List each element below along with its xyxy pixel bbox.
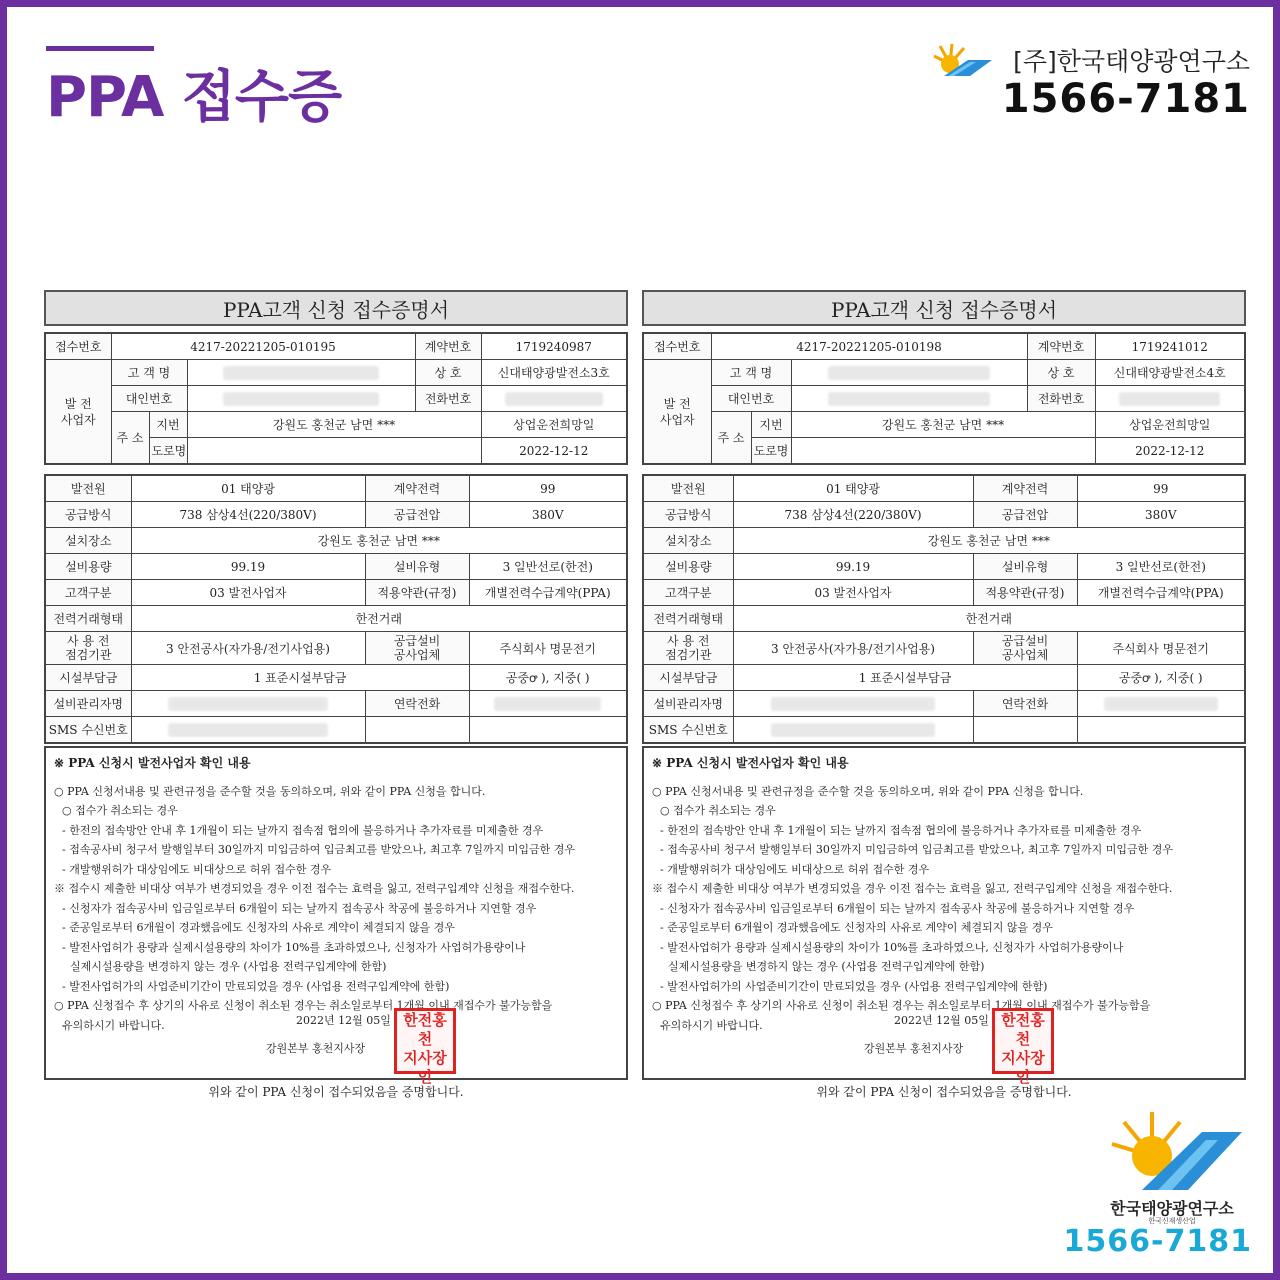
lot-label: 지번: [149, 412, 187, 438]
notice-line: ○ PPA 신청접수 후 상기의 사유로 신청이 취소된 경우는 취소일로부터 1개월 이내 재접수가 불가능함을: [54, 999, 553, 1012]
hope-date: 2022-12-12: [481, 438, 627, 465]
notice-line: - 개발행위허가 대상임에도 비대상으로 허위 접수한 경우: [62, 862, 332, 876]
trade-label: 전력거래형태: [45, 606, 131, 632]
fee: 1 표준시설부담금: [733, 665, 1077, 691]
phone-redacted: [1095, 386, 1245, 412]
supply-label: 공급방식: [643, 502, 733, 528]
notice-line: ※ 접수시 제출한 비대상 여부가 변경되었을 경우 이전 접수는 효력을 잃고, 전력구입계약 신청을 재접수한다.: [652, 882, 1173, 895]
empty-cell: [469, 717, 627, 744]
type-label: 설비유형: [973, 554, 1077, 580]
hope-date-label: 상업운전희망일: [481, 412, 627, 438]
company-name: 신대태양광발전소3호: [481, 360, 627, 386]
notice-line: 실제시설용량을 변경하지 않는 경우 (사업용 전력구입계약에 한함): [70, 960, 387, 973]
notice-line: - 한전의 접속방안 안내 후 1개월이 되는 날까지 접속점 협의에 불응하거나 추가자료를 미제출한 경우: [62, 823, 544, 837]
terms-label: 적용약관(규정): [973, 580, 1077, 606]
type: 3 일반선로(한전): [469, 554, 627, 580]
notice-line: - 발전사업허가 용량과 실제시설용량의 차이가 10%를 초과하였으나, 신청자가 사업허가용량이나: [660, 940, 1124, 954]
footer-brand-name: 한국태양광연구소: [1110, 1199, 1234, 1218]
source-label: 발전원: [45, 475, 131, 502]
customer-name-label: 고 객 명: [711, 360, 791, 386]
equip: 99.19: [131, 554, 365, 580]
notice-line: ○ 접수가 취소되는 경우: [660, 804, 776, 817]
notice-line: - 신청자가 접속공사비 입금일로부터 6개월이 되는 날까지 접속공사 착공에 불응하거나 지연할 경우: [660, 901, 1135, 915]
signer: 강원본부 홍천지사장: [266, 1041, 366, 1055]
voltage: 380V: [1077, 502, 1245, 528]
rep-no-label: 대인번호: [111, 386, 187, 412]
rep-no-label: 대인번호: [711, 386, 791, 412]
capacity-label: 계약전력: [973, 475, 1077, 502]
customer-name-redacted: [187, 360, 415, 386]
capacity: 99: [1077, 475, 1245, 502]
capacity-label: 계약전력: [365, 475, 469, 502]
phone-label: 전화번호: [1027, 386, 1095, 412]
notice-heading: ※ PPA 신청시 발전사업자 확인 내용: [652, 756, 849, 770]
rep-no-redacted: [187, 386, 415, 412]
notice-line: ○ PPA 신청서내용 및 관련규정을 준수할 것을 동의하오며, 위와 같이 PPA 신청을 합니다.: [54, 784, 486, 798]
generator-label: 발 전 사업자: [643, 360, 711, 465]
site: 강원도 홍천군 남면 ***: [131, 528, 627, 554]
receipt-document-1: [44, 290, 628, 1099]
lot-label: 지번: [751, 412, 791, 438]
company-name: 신대태양광발전소4호: [1095, 360, 1245, 386]
notice-line: - 접속공사비 청구서 발행일부터 30일까지 미입금하여 입금최고를 받았으나, 최고후 7일까지 미입금한 경우: [660, 843, 1173, 856]
type-label: 설비유형: [365, 554, 469, 580]
trade-label: 전력거래형태: [643, 606, 733, 632]
inspect: 3 안전공사(자가용/전기사업용): [131, 632, 365, 665]
site: 강원도 홍천군 남면 ***: [733, 528, 1245, 554]
address-value: 강원도 홍천군 남면 ***: [187, 412, 481, 438]
terms-label: 적용약관(규정): [365, 580, 469, 606]
empty-cell: [365, 717, 469, 744]
type: 3 일반선로(한전): [1077, 554, 1245, 580]
notice-line: ○ PPA 신청서내용 및 관련규정을 준수할 것을 동의하오며, 위와 같이 PPA 신청을 합니다.: [652, 784, 1084, 798]
contact-redacted: [469, 691, 627, 717]
fee-label: 시설부담금: [643, 665, 733, 691]
notice-line: - 신청자가 접속공사비 입금일로부터 6개월이 되는 날까지 접속공사 착공에 불응하거나 지연할 경우: [62, 901, 537, 915]
equip-label: 설비용량: [45, 554, 131, 580]
brand-phone: 1566-7181: [1001, 76, 1250, 122]
applicant-table: [44, 332, 628, 465]
builder: 주식회사 명문전기: [1077, 632, 1245, 665]
notice-line: - 개발행위허가 대상임에도 비대상으로 허위 접수한 경우: [660, 862, 930, 876]
receipt-no: 4217-20221205-010198: [711, 333, 1027, 360]
notice-box: [642, 746, 1246, 1086]
notice-line: 유의하시기 바랍니다.: [62, 1018, 165, 1032]
notice-line: - 접속공사비 청구서 발행일부터 30일까지 미입금하여 입금최고를 받았으나, 최고후 7일까지 미입금한 경우: [62, 843, 575, 856]
receipt-no-label: 접수번호: [45, 333, 111, 360]
company-label: 상 호: [1027, 360, 1095, 386]
fee: 1 표준시설부담금: [131, 665, 469, 691]
address-label: 주 소: [111, 412, 149, 465]
issue-date: 2022년 12월 05일: [894, 1013, 989, 1027]
phone-label: 전화번호: [415, 386, 481, 412]
builder-label: 공급설비 공사업체: [973, 632, 1077, 665]
notice-line: - 발전사업허가의 사업준비기간이 만료되었을 경우 (사업용 전력구입계약에 한함): [62, 979, 450, 993]
terms: 개별전력수급계약(PPA): [469, 580, 627, 606]
terms: 개별전력수급계약(PPA): [1077, 580, 1245, 606]
equip-label: 설비용량: [643, 554, 733, 580]
hope-date: 2022-12-12: [1095, 438, 1245, 465]
sms-label: SMS 수신번호: [643, 717, 733, 744]
customer-name-redacted: [791, 360, 1027, 386]
cust: 03 발전사업자: [733, 580, 973, 606]
notice-line: ○ PPA 신청접수 후 상기의 사유로 신청이 취소된 경우는 취소일로부터 1개월 이내 재접수가 불가능함을: [652, 999, 1151, 1012]
voltage-label: 공급전압: [365, 502, 469, 528]
cust: 03 발전사업자: [131, 580, 365, 606]
empty-cell: [1077, 717, 1245, 744]
voltage: 380V: [469, 502, 627, 528]
road-label: 도로명: [751, 438, 791, 465]
contract-no: 1719241012: [1095, 333, 1245, 360]
contract-no: 1719240987: [481, 333, 627, 360]
fee-label: 시설부담금: [45, 665, 131, 691]
notice-line: - 발전사업허가의 사업준비기간이 만료되었을 경우 (사업용 전력구입계약에 한함): [660, 979, 1048, 993]
sun-panel-logo-icon: [1102, 1110, 1242, 1194]
generator-label: 발 전 사업자: [45, 360, 111, 465]
equip: 99.19: [733, 554, 973, 580]
inspect: 3 안전공사(자가용/전기사업용): [733, 632, 973, 665]
fee-extra: 공중ꝍ ), 지중( ): [1077, 665, 1245, 691]
address-label: 주 소: [711, 412, 751, 465]
sun-panel-logo-icon: [930, 42, 992, 82]
contact-label: 연락전화: [365, 691, 469, 717]
notice-line: ○ 접수가 취소되는 경우: [62, 804, 178, 817]
supply-label: 공급방식: [45, 502, 131, 528]
facility-table: [642, 474, 1246, 744]
trade: 한전거래: [131, 606, 627, 632]
document-title: PPA고객 신청 접수증명서: [44, 290, 628, 326]
hope-date-label: 상업운전희망일: [1095, 412, 1245, 438]
phone-redacted: [481, 386, 627, 412]
sms-redacted: [733, 717, 973, 744]
source-label: 발전원: [643, 475, 733, 502]
empty-cell: [973, 717, 1077, 744]
notice-line: 실제시설용량을 변경하지 않는 경우 (사업용 전력구입계약에 한함): [668, 960, 985, 973]
contact-redacted: [1077, 691, 1245, 717]
receipt-no-label: 접수번호: [643, 333, 711, 360]
supply: 738 삼상4선(220/380V): [131, 502, 365, 528]
manager-redacted: [131, 691, 365, 717]
inspect-label: 사 용 전 점검기관: [45, 632, 131, 665]
voltage-label: 공급전압: [973, 502, 1077, 528]
official-seal-stamp: 한전홍천 지사장인: [394, 1008, 456, 1074]
certification-footnote: 위와 같이 PPA 신청이 접수되었음을 증명합니다.: [816, 1085, 1072, 1099]
footer-brand-sub: 한국신재생산업: [1148, 1217, 1196, 1225]
issue-date: 2022년 12월 05일: [296, 1013, 391, 1027]
site-label: 설치장소: [45, 528, 131, 554]
rep-no-redacted: [791, 386, 1027, 412]
notice-line: 유의하시기 바랍니다.: [660, 1018, 763, 1032]
source: 01 태양광: [733, 475, 973, 502]
cust-label: 고객구분: [45, 580, 131, 606]
address-value: 강원도 홍천군 남면 ***: [791, 412, 1095, 438]
inspect-label: 사 용 전 점검기관: [643, 632, 733, 665]
fee-extra: 공중ꝍ ), 지중( ): [469, 665, 627, 691]
page-title: PPA 접수증: [46, 65, 342, 130]
cust-label: 고객구분: [643, 580, 733, 606]
footer-phone: 1566-7181: [1063, 1224, 1252, 1259]
capacity: 99: [469, 475, 627, 502]
customer-name-label: 고 객 명: [111, 360, 187, 386]
manager-label: 설비관리자명: [45, 691, 131, 717]
notice-line: - 발전사업허가 용량과 실제시설용량의 차이가 10%를 초과하였으나, 신청자가 사업허가용량이나: [62, 940, 526, 954]
trade: 한전거래: [733, 606, 1245, 632]
builder-label: 공급설비 공사업체: [365, 632, 469, 665]
notice-box: [44, 746, 628, 1086]
receipt-document-2: [642, 290, 1246, 1099]
document-title: PPA고객 신청 접수증명서: [642, 290, 1246, 326]
facility-table: [44, 474, 628, 744]
company-label: 상 호: [415, 360, 481, 386]
contract-no-label: 계약번호: [1027, 333, 1095, 360]
notice-line: - 한전의 접속방안 안내 후 1개월이 되는 날까지 접속점 협의에 불응하거나 추가자료를 미제출한 경우: [660, 823, 1142, 837]
sms-label: SMS 수신번호: [45, 717, 131, 744]
notice-line: - 준공일로부터 6개월이 경과했음에도 신청자의 사유로 계약이 체결되지 않을 경우: [660, 921, 1053, 934]
road-address: [791, 438, 1095, 465]
sms-redacted: [131, 717, 365, 744]
signer: 강원본부 홍천지사장: [864, 1041, 964, 1055]
road-address: [187, 438, 481, 465]
site-label: 설치장소: [643, 528, 733, 554]
receipt-no: 4217-20221205-010195: [111, 333, 415, 360]
manager-label: 설비관리자명: [643, 691, 733, 717]
manager-redacted: [733, 691, 973, 717]
header-brand: [930, 40, 1250, 130]
notice-line: ※ 접수시 제출한 비대상 여부가 변경되었을 경우 이전 접수는 효력을 잃고, 전력구입계약 신청을 재접수한다.: [54, 882, 575, 895]
title-accent-bar: [46, 46, 154, 51]
supply: 738 삼상4선(220/380V): [733, 502, 973, 528]
certification-footnote: 위와 같이 PPA 신청이 접수되었음을 증명합니다.: [208, 1085, 464, 1099]
contact-label: 연락전화: [973, 691, 1077, 717]
road-label: 도로명: [149, 438, 187, 465]
notice-heading: ※ PPA 신청시 발전사업자 확인 내용: [54, 756, 251, 770]
contract-no-label: 계약번호: [415, 333, 481, 360]
notice-line: - 준공일로부터 6개월이 경과했음에도 신청자의 사유로 계약이 체결되지 않을 경우: [62, 921, 455, 934]
official-seal-stamp: 한전홍천 지사장인: [992, 1008, 1054, 1074]
footer-brand: [1063, 1110, 1252, 1260]
source: 01 태양광: [131, 475, 365, 502]
builder: 주식회사 명문전기: [469, 632, 627, 665]
applicant-table: [642, 332, 1246, 465]
brand-name: [주]한국태양광연구소: [1013, 47, 1250, 76]
